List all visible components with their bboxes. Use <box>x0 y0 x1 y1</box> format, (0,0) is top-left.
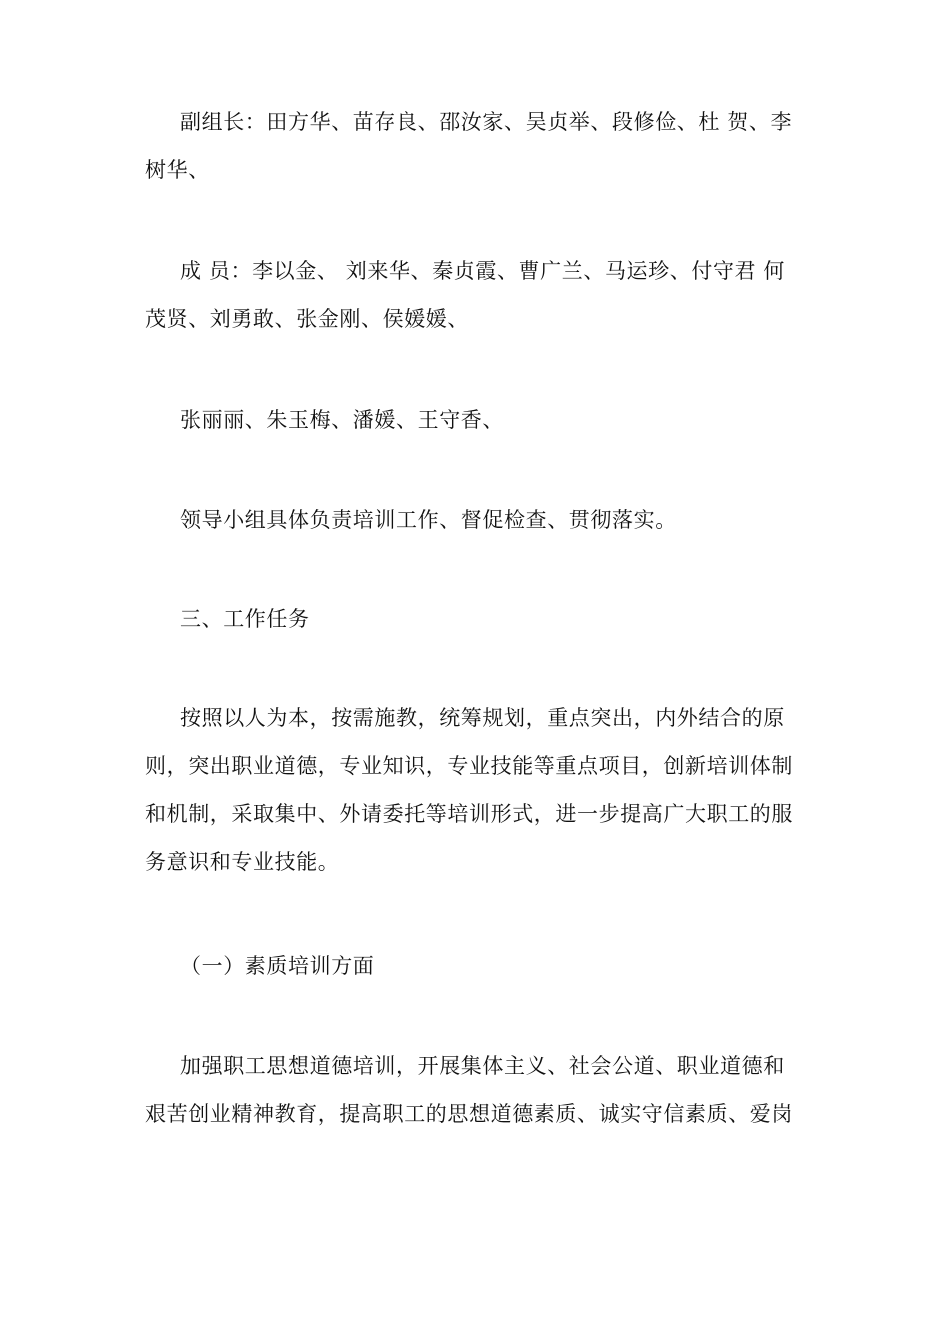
subsection-heading <box>145 942 817 990</box>
text-line: 务意识和专业技能。 <box>145 850 340 874</box>
text-line: 树华、 <box>145 158 210 182</box>
text-line: 和机制，采取集中、外请委托等培训形式，进一步提高广大职工的服 <box>145 802 793 826</box>
paragraph-members-continued <box>145 396 817 444</box>
text-line: 艰苦创业精神教育，提高职工的思想道德素质、诚实守信素质、爱岗 <box>145 1102 793 1126</box>
text-line: 领导小组具体负责培训工作、督促检查、贯彻落实。 <box>180 508 677 532</box>
paragraph-deputy-leaders <box>145 98 817 194</box>
text-line: （一）素质培训方面 <box>180 954 375 978</box>
text-line: 成 员：李以金、 刘来华、秦贞霞、曹广兰、马运珍、付守君 何 <box>180 259 786 283</box>
paragraph-work-tasks <box>145 694 817 886</box>
section-heading <box>145 595 817 643</box>
text-line: 副组长：田方华、苗存良、邵汝家、吴贞举、段修俭、杜 贺、李 <box>180 110 793 134</box>
text-line: 茂贤、刘勇敢、张金刚、侯媛媛、 <box>145 307 469 331</box>
text-line: 按照以人为本，按需施教，统筹规划，重点突出，内外结合的原 <box>180 706 785 730</box>
text-line: 三、工作任务 <box>180 607 310 631</box>
paragraph-members <box>145 247 817 343</box>
paragraph-leadership-duty <box>145 496 817 544</box>
text-line: 张丽丽、朱玉梅、潘媛、王守香、 <box>180 408 504 432</box>
paragraph-quality-training <box>145 1042 817 1138</box>
text-line: 加强职工思想道德培训，开展集体主义、社会公道、职业道德和 <box>180 1054 785 1078</box>
text-line: 则，突出职业道德，专业知识，专业技能等重点项目，创新培训体制 <box>145 754 793 778</box>
